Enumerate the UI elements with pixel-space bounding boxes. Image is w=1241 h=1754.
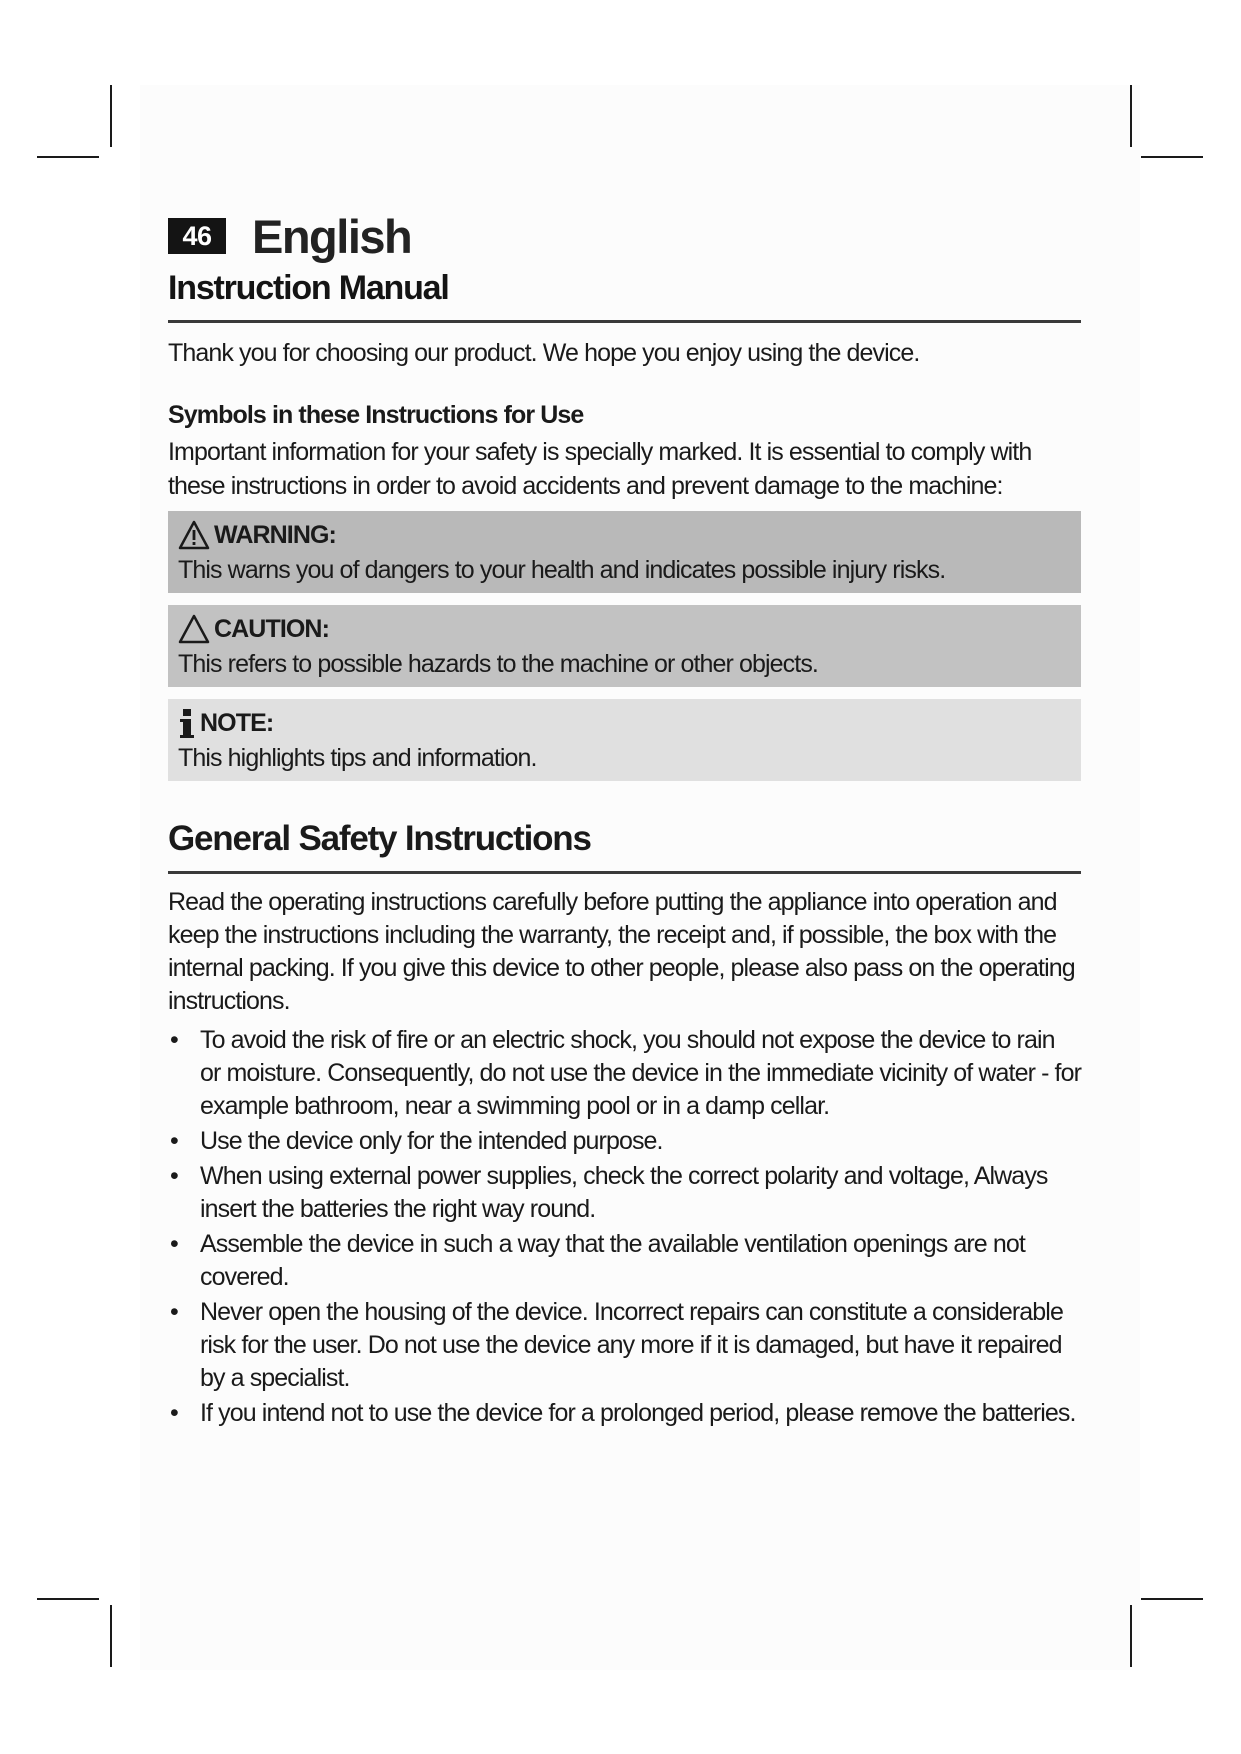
- list-item: • When using external power supplies, check the correct polarity and voltage, Always insert the batteries the right way round.: [170, 1162, 1048, 1223]
- bullet-icon: •: [170, 1026, 178, 1054]
- warning-title: WARNING:: [214, 521, 336, 549]
- safety-bullet-list: [168, 1024, 1081, 1430]
- language-title: English: [252, 209, 412, 263]
- list-item: • Assemble the device in such a way that the available ventilation openings are not covered.: [170, 1230, 1025, 1291]
- title-divider: [168, 320, 1081, 323]
- bullet-icon: •: [170, 1230, 178, 1258]
- page-content: [168, 205, 1081, 1430]
- list-item: • Never open the housing of the device. Incorrect repairs can constitute a considerable risk for the user. Do not use the device any more if it is damaged, but have it repaired by a specialist.: [170, 1298, 1063, 1392]
- bullet-icon: •: [170, 1127, 178, 1155]
- warning-box: [168, 511, 1081, 593]
- intro-text: Thank you for choosing our product. We hope you enjoy using the device.: [168, 339, 920, 367]
- crop-mark: [37, 1598, 99, 1600]
- note-title-row: [178, 705, 1071, 741]
- list-item: • Use the device only for the intended purpose.: [168, 1125, 1081, 1158]
- crop-mark: [110, 1605, 112, 1667]
- crop-mark: [110, 85, 112, 147]
- bullet-icon: •: [170, 1399, 178, 1427]
- list-item: • To avoid the risk of fire or an electric shock, you should not expose the device to rain or moisture. Consequently, do not use the device in the immediate vicinity of water - for example bathroom, near a swimming pool or in a damp cellar.: [170, 1026, 1082, 1120]
- bullet-icon: •: [170, 1162, 178, 1190]
- symbols-text: Important information for your safety is specially marked. It is essential to comply with these instructions in order to avoid accidents and prevent damage to the machine:: [168, 438, 1032, 500]
- caution-text: This refers to possible hazards to the machine or other objects.: [178, 650, 818, 678]
- safety-heading: General Safety Instructions: [168, 819, 591, 858]
- document-title: Instruction Manual: [168, 269, 449, 307]
- crop-mark: [1141, 1598, 1203, 1600]
- warning-text: This warns you of dangers to your health and indicates possible injury risks.: [178, 556, 946, 584]
- note-text: This highlights tips and information.: [178, 744, 537, 772]
- symbols-heading: Symbols in these Instructions for Use: [168, 401, 584, 429]
- list-item: • If you intend not to use the device for a prolonged period, please remove the batteries.: [168, 1397, 1081, 1430]
- caution-box: [168, 605, 1081, 687]
- page-number-badge: 46: [168, 218, 226, 254]
- caution-triangle-icon: [178, 614, 210, 644]
- crop-mark: [1141, 156, 1203, 158]
- bullet-icon: •: [170, 1298, 178, 1326]
- safety-divider: [168, 871, 1081, 874]
- caution-title: CAUTION:: [214, 615, 330, 643]
- warning-triangle-icon: [178, 520, 210, 550]
- crop-mark: [37, 156, 99, 158]
- note-title: NOTE:: [200, 709, 274, 737]
- language-header: [168, 205, 1081, 267]
- note-box: [168, 699, 1081, 781]
- safety-intro: Read the operating instructions carefully before putting the appliance into operation and keep the instructions including the warranty, the receipt and, if possible, the box with the internal packing. If you give this device to other people, please also pass on the operating instructions.: [168, 888, 1075, 1015]
- warning-title-row: [178, 517, 1071, 553]
- info-icon: [178, 707, 196, 739]
- crop-mark: [1130, 85, 1132, 147]
- caution-title-row: [178, 611, 1071, 647]
- crop-mark: [1130, 1605, 1132, 1667]
